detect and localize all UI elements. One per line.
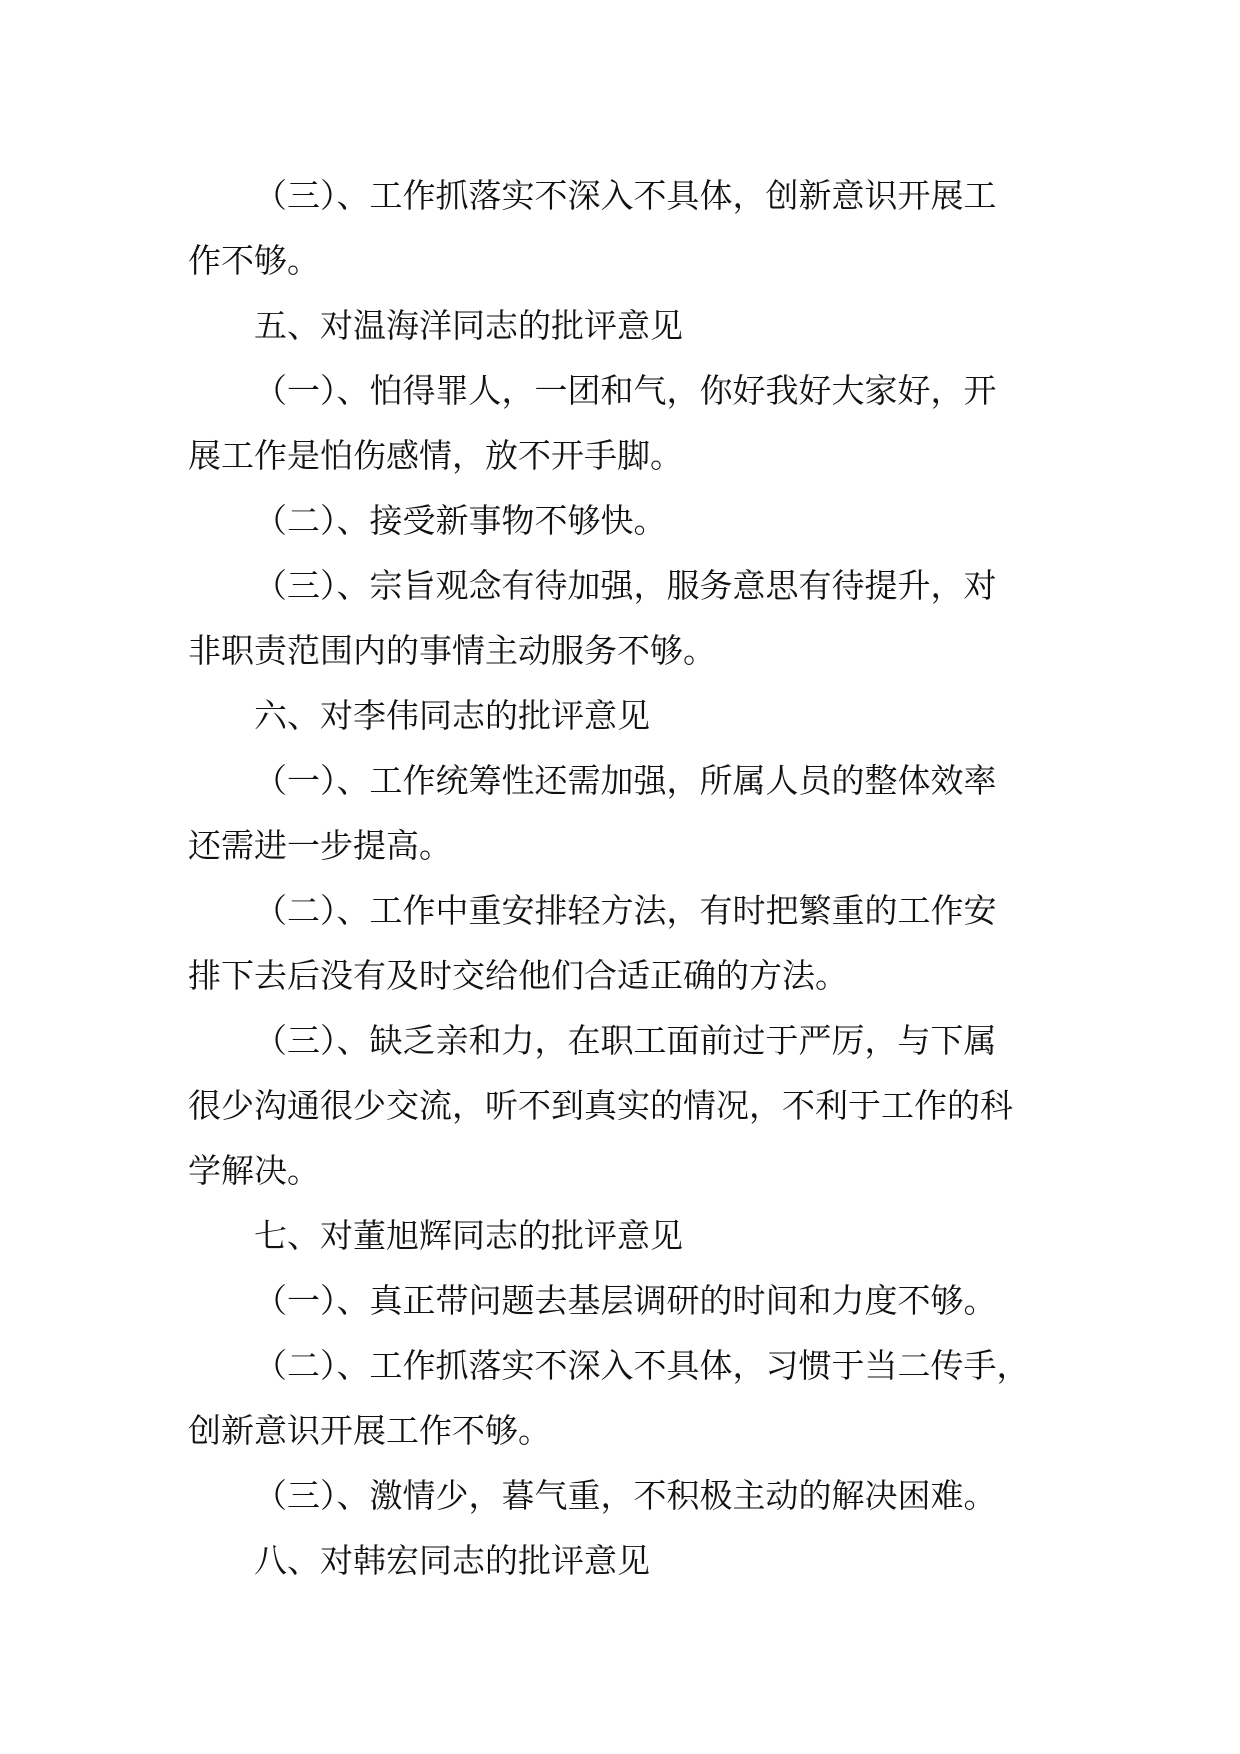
section-heading-5 — [188, 293, 1088, 358]
document-body — [188, 163, 1088, 1593]
section-heading-8 — [188, 1528, 1088, 1593]
paragraph-6-3 — [188, 1008, 1088, 1203]
heading-line: 五、对温海洋同志的批评意见 — [254, 306, 683, 345]
text-line: （二）、接受新事物不够快。 — [254, 501, 667, 540]
text-line: 非职责范围内的事情主动服务不够。 — [188, 631, 716, 670]
text-line: （三）、缺乏亲和力，在职工面前过于严厉，与下属 — [254, 1021, 997, 1060]
paragraph-3-san — [188, 163, 1088, 293]
paragraph-7-1 — [188, 1268, 1088, 1333]
text-line: （三）、宗旨观念有待加强，服务意思有待提升，对 — [254, 566, 997, 605]
paragraph-6-1 — [188, 748, 1088, 878]
paragraph-6-2 — [188, 878, 1088, 1008]
text-line: （二）、工作抓落实不深入不具体，习惯于当二传手， — [254, 1346, 1030, 1385]
text-line: 展工作是怕伤感情，放不开手脚。 — [188, 436, 683, 475]
section-heading-7 — [188, 1203, 1088, 1268]
section-heading-6 — [188, 683, 1088, 748]
paragraph-7-3 — [188, 1463, 1088, 1528]
text-line: 很少沟通很少交流，听不到真实的情况，不利于工作的科 — [188, 1086, 1013, 1125]
paragraph-5-2 — [188, 488, 1088, 553]
text-line: （二）、工作中重安排轻方法，有时把繁重的工作安 — [254, 891, 997, 930]
text-line: （三）、激情少，暮气重，不积极主动的解决困难。 — [254, 1476, 997, 1515]
text-line: 创新意识开展工作不够。 — [188, 1411, 551, 1450]
paragraph-5-1 — [188, 358, 1088, 488]
heading-line: 八、对韩宏同志的批评意见 — [254, 1541, 650, 1580]
text-line: （一）、工作统筹性还需加强，所属人员的整体效率 — [254, 761, 997, 800]
paragraph-7-2 — [188, 1333, 1088, 1463]
text-line: 还需进一步提高。 — [188, 826, 452, 865]
heading-line: 六、对李伟同志的批评意见 — [254, 696, 650, 735]
text-line: （一）、真正带问题去基层调研的时间和力度不够。 — [254, 1281, 997, 1320]
paragraph-5-3 — [188, 553, 1088, 683]
text-line: 作不够。 — [188, 241, 320, 280]
text-line: （三）、工作抓落实不深入不具体，创新意识开展工 — [254, 176, 997, 215]
text-line: 排下去后没有及时交给他们合适正确的方法。 — [188, 956, 848, 995]
text-line: 学解决。 — [188, 1151, 320, 1190]
heading-line: 七、对董旭辉同志的批评意见 — [254, 1216, 683, 1255]
text-line: （一）、怕得罪人，一团和气，你好我好大家好，开 — [254, 371, 997, 410]
